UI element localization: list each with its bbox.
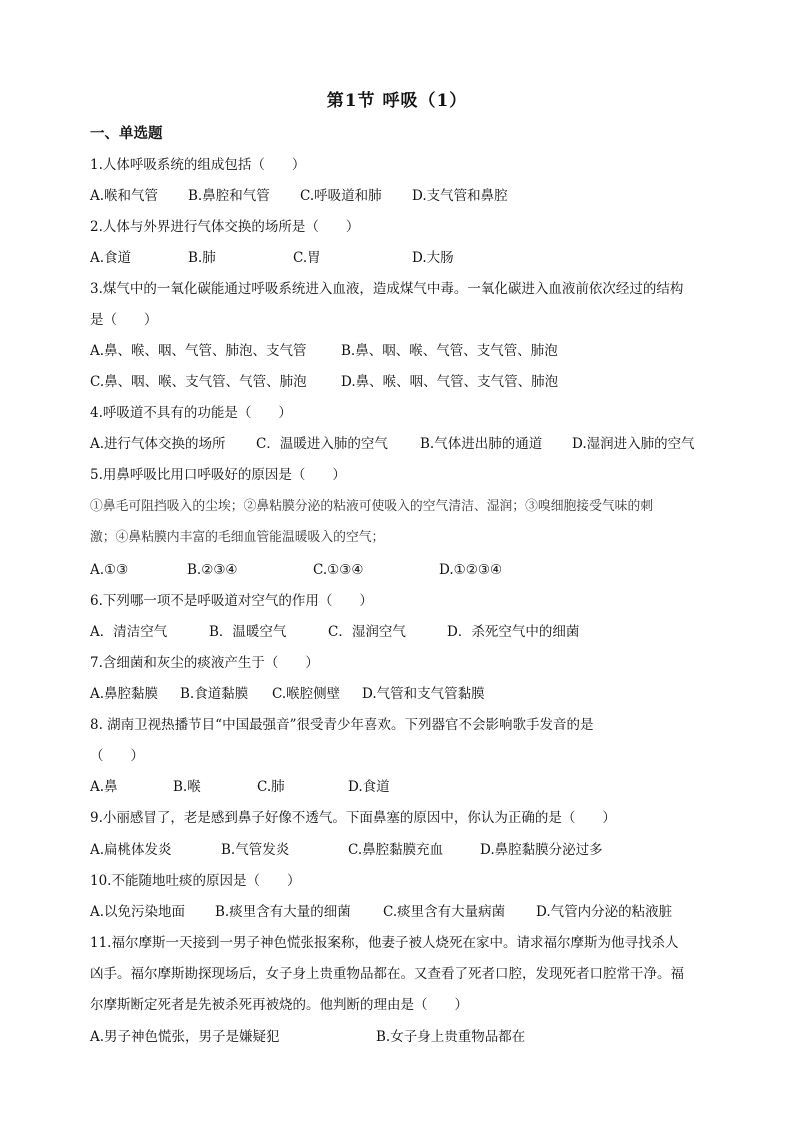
option-c: C.喉腔侧壁 bbox=[272, 686, 341, 702]
option-a: A.喉和气管 bbox=[90, 188, 159, 204]
option-b: B.痰里含有大量的细菌 bbox=[215, 904, 351, 920]
question-5-stem: 5.用鼻呼吸比用口呼吸好的原因是（ ） bbox=[90, 467, 346, 483]
section-heading: 一、单选题 bbox=[90, 125, 163, 142]
question-11-stem-line2: 凶手。福尔摩斯勘探现场后，女子身上贵重物品都在。又查看了死者口腔，发现死者口腔常干净。福 bbox=[90, 966, 684, 982]
option-b: B.鼻、咽、喉、气管、支气管、肺泡 bbox=[341, 343, 558, 359]
option-c: C.鼻腔黏膜充血 bbox=[348, 842, 444, 858]
option-a: A．清洁空气 bbox=[90, 624, 168, 640]
option-d: D.大肠 bbox=[412, 250, 454, 266]
option-d: D.气管内分泌的粘液脏 bbox=[536, 904, 673, 920]
option-b: B.鼻腔和气管 bbox=[188, 188, 270, 204]
question-2-stem: 2.人体与外界进行气体交换的场所是（ ） bbox=[90, 219, 360, 235]
question-7-stem: 7.含细菌和灰尘的痰液产生于（ ） bbox=[90, 655, 319, 671]
option-b: B.气体进出肺的通道 bbox=[420, 436, 543, 452]
question-10-stem: 10.不能随地吐痰的原因是（ ） bbox=[90, 873, 301, 889]
question-6-stem: 6.下列哪一项不是呼吸道对空气的作用（ ） bbox=[90, 593, 373, 609]
option-c: C.呼吸道和肺 bbox=[300, 188, 382, 204]
option-a: A.鼻腔黏膜 bbox=[90, 686, 159, 702]
question-8-stem-line1: 8. 湖南卫视热播节目“中国最强音”很受青少年喜欢。下列器官不会影响歌手发音的是 bbox=[90, 717, 594, 733]
option-c: C．湿润空气 bbox=[328, 624, 406, 640]
option-d: D.湿润进入肺的空气 bbox=[572, 436, 695, 452]
option-d: D.支气管和鼻腔 bbox=[412, 188, 508, 204]
option-b: B.肺 bbox=[188, 250, 216, 266]
question-11-stem-line3: 尔摩斯断定死者是先被杀死再被烧的。他判断的理由是（ ） bbox=[90, 997, 468, 1013]
question-11-stem-line1: 11.福尔摩斯一天接到一男子神色慌张报案称，他妻子被人烧死在家中。请求福尔摩斯为他寻找杀人 bbox=[90, 935, 679, 951]
option-b: B.食道黏膜 bbox=[180, 686, 249, 702]
option-a: A.①③ bbox=[90, 562, 129, 578]
option-a: A.进行气体交换的场所 bbox=[90, 436, 226, 452]
option-b: B.气管发炎 bbox=[221, 842, 290, 858]
option-b: B．温暖空气 bbox=[209, 624, 287, 640]
question-9-stem: 9.小丽感冒了，老是感到鼻子好像不透气。下面鼻塞的原因中，你认为正确的是（ ） bbox=[90, 810, 616, 826]
option-c: C.①③④ bbox=[313, 562, 364, 578]
option-c: C．温暖进入肺的空气 bbox=[256, 436, 388, 452]
option-d: D.鼻、喉、咽、气管、支气管、肺泡 bbox=[341, 374, 559, 390]
option-c: C.痰里含有大量病菌 bbox=[383, 904, 506, 920]
option-a: A.鼻 bbox=[90, 779, 118, 795]
option-d: D.鼻腔黏膜分泌过多 bbox=[480, 842, 603, 858]
option-a: A.鼻、喉、咽、气管、肺泡、支气管 bbox=[90, 343, 307, 359]
option-a: A.男子神色慌张，男子是嫌疑犯 bbox=[90, 1029, 280, 1045]
option-d: D.①②③④ bbox=[439, 562, 503, 578]
option-c: C.肺 bbox=[257, 779, 285, 795]
option-a: A.以免污染地面 bbox=[90, 904, 186, 920]
option-b: B.②③④ bbox=[187, 562, 238, 578]
option-a: A.食道 bbox=[90, 250, 132, 266]
option-d: D．杀死空气中的细菌 bbox=[447, 624, 580, 640]
option-d: D.食道 bbox=[348, 779, 390, 795]
question-3-stem-line1: 3.煤气中的一氧化碳能通过呼吸系统进入血液，造成煤气中毒。一氧化碳进入血液前依次经过的结构 bbox=[90, 281, 684, 297]
option-d: D.气管和支气管黏膜 bbox=[362, 686, 485, 702]
question-5-note-line2: 激；④鼻粘膜内丰富的毛细血管能温暖吸入的空气； bbox=[90, 530, 385, 545]
option-a: A.扁桃体发炎 bbox=[90, 842, 172, 858]
question-1-stem: 1.人体呼吸系统的组成包括（ ） bbox=[90, 157, 306, 173]
question-5-note-line1: ①鼻毛可阻挡吸入的尘埃；②鼻粘膜分泌的粘液可使吸入的空气清洁、湿润；③嗅细胞接受气味的刺 bbox=[90, 499, 654, 514]
question-3-stem-line2: 是（ ） bbox=[90, 312, 158, 328]
question-4-stem: 4.呼吸道不具有的功能是（ ） bbox=[90, 405, 292, 421]
question-8-stem-line2: （ ） bbox=[90, 748, 144, 764]
option-c: C.胃 bbox=[293, 250, 321, 266]
option-c: C.鼻、咽、喉、支气管、气管、肺泡 bbox=[90, 374, 307, 390]
option-b: B.喉 bbox=[173, 779, 201, 795]
page-title: 第1节 呼吸（1） bbox=[326, 91, 468, 111]
option-b: B.女子身上贵重物品都在 bbox=[376, 1029, 526, 1045]
